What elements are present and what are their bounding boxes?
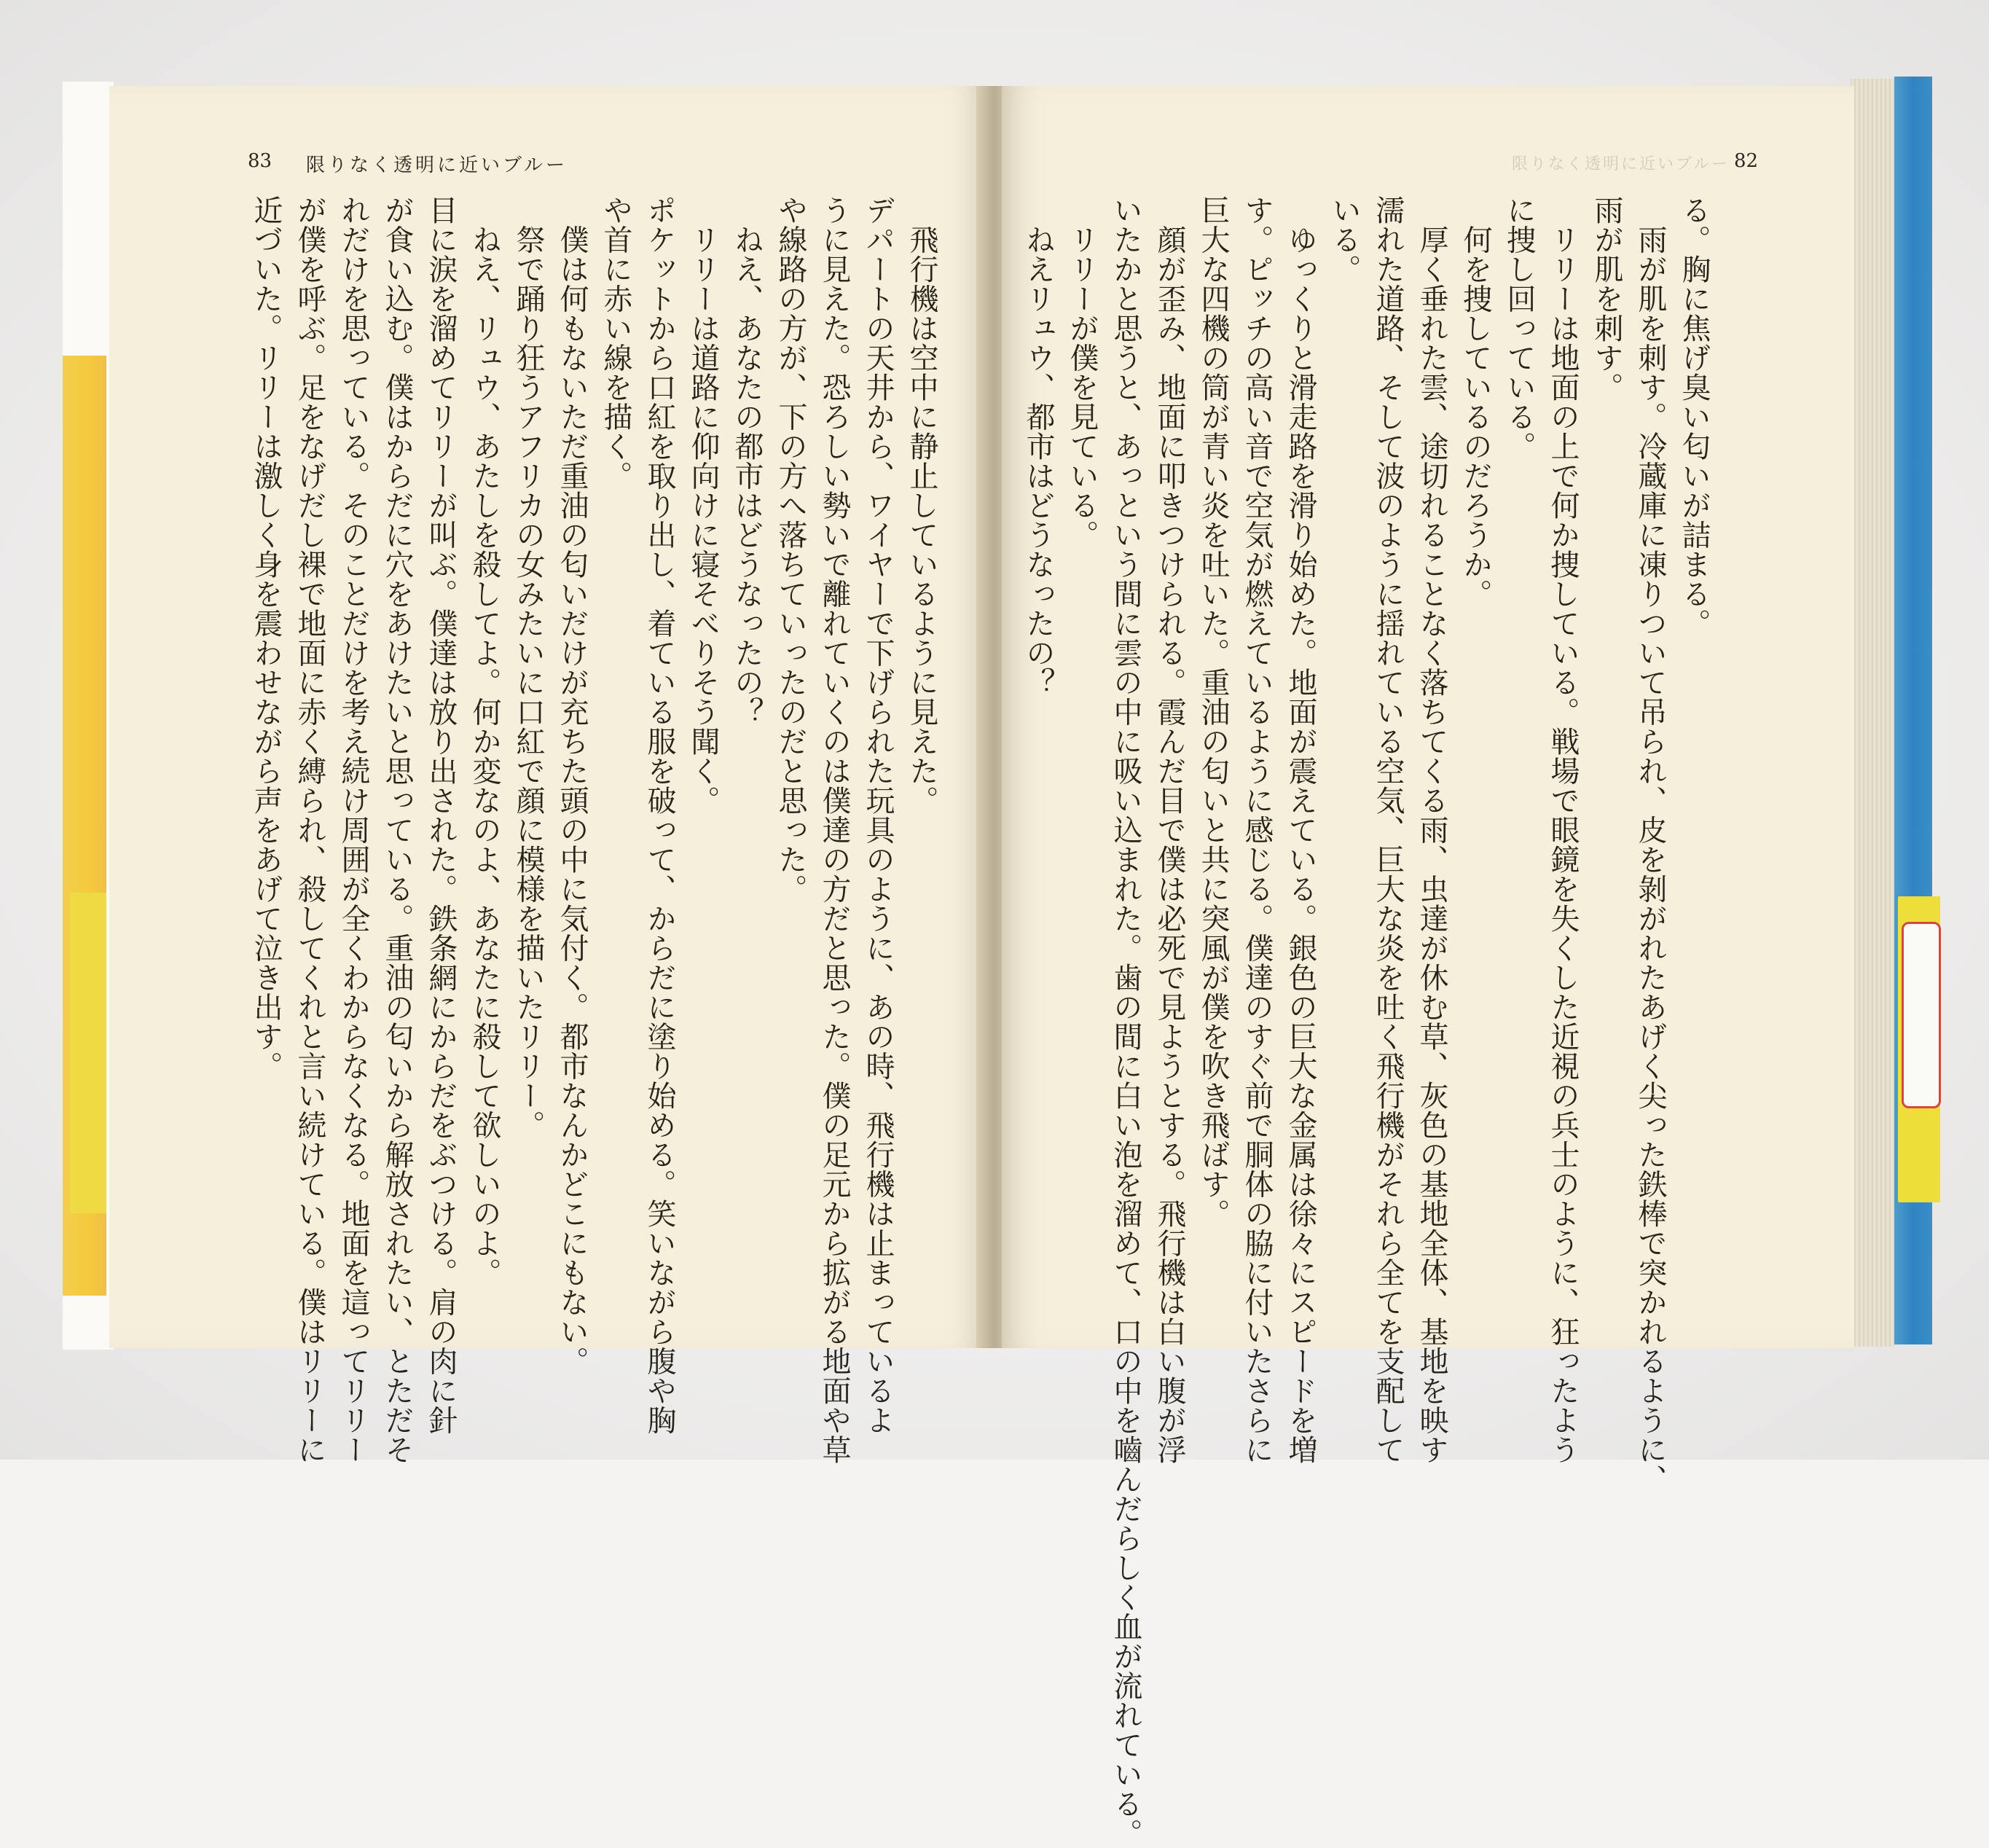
body-text [120, 195, 944, 1465]
text-column: す。ピッチの高い音で空気が燃えているように感じる。僕達のすぐ前で胴体の脇に付いたさらに [1240, 195, 1274, 1465]
text-column: れだけを思っている。そのことだけを考え続け周囲が全くわからなくなる。地面を這ってリリー [337, 195, 370, 1465]
page-83 [109, 86, 987, 1465]
text-column: 雨が肌を刺す。 [1590, 195, 1623, 402]
text-column: リリーは地面の上で何か捜している。戦場で眼鏡を失くした近視の兵士のように、狂ったよう [1546, 224, 1580, 1465]
text-column: リリーは道路に仰向けに寝そべりそう聞く。 [686, 224, 720, 815]
text-column: ねえ、あなたの都市はどうなったの？ [730, 224, 764, 727]
book-obi-band-left [70, 893, 106, 1213]
text-column: デパートの天井から、ワイヤーで下げられた玩具のように、あの時、飛行機は止まっているよ [861, 195, 895, 1435]
text-column: 雨が肌を刺す。冷蔵庫に凍りついて吊られ、皮を剝がれたあげく尖った鉄棒で突かれるように、 [1633, 224, 1667, 1494]
text-column: が僕を呼ぶ。足をなげだし裸で地面に赤く縛られ、殺してくれと言い続けている。僕はリリーに [293, 195, 326, 1465]
text-column: が食い込む。僕はからだに穴をあけたいと思っている。重油の匂いから解放されたい、とただそ [380, 195, 414, 1465]
text-column: 近づいた。リリーは激しく身を震わせながら声をあげて泣き出す。 [249, 195, 283, 1081]
text-column: ゆっくりと滑走路を滑り始めた。地面が震えている。銀色の巨大な金属は徐々にスピードを増 [1284, 224, 1317, 1465]
text-column: ねえリュウ、都市はどうなったの？ [1021, 224, 1055, 697]
text-column: うに見えた。恐ろしい勢いで離れていくのは僕達の方だと思った。僕の足元から拡がる地面や草 [817, 195, 851, 1465]
text-column: ねえ、リュウ、あたしを殺してよ。何か変なのよ、あなたに殺して欲しいのよ。 [468, 224, 501, 1288]
text-column: 祭で踊り狂うアフリカの女みたいに口紅で顔に模様を描いたリリー。 [511, 224, 545, 1140]
text-column: に捜し回っている。 [1502, 195, 1536, 461]
text-column: 目に涙を溜めてリリーが叫ぶ。僕達は放り出された。鉄条網にからだをぶつける。肩の肉に針 [424, 195, 458, 1435]
page-stack-edge [1851, 79, 1894, 1347]
text-column: る。胸に焦げ臭い匂いが詰まる。 [1677, 195, 1711, 638]
page-number: 82 [1734, 150, 1759, 172]
page-number: 83 [248, 150, 272, 172]
text-column: 飛行機は空中に静止しているように見えた。 [905, 224, 938, 815]
text-column: 僕は何もないただ重油の匂いだけが充ちた頭の中に気付く。都市なんかどこにもない。 [555, 224, 589, 1376]
obi-label-box [1902, 922, 1941, 1108]
text-column: や首に赤い線を描く。 [599, 195, 632, 490]
text-column: いる。 [1327, 195, 1361, 284]
bleed-through-running-head: 限りなく透明に近いブルー [1512, 155, 1730, 173]
text-column: いたかと思うと、あっという間に雲の中に吸い込まれた。歯の間に白い泡を溜めて、口の中を嚙んだらしく血が流れている。 [1109, 195, 1142, 1848]
page-82 [1002, 86, 1854, 1848]
text-column: 何を捜しているのだろうか。 [1459, 224, 1492, 608]
text-column: 厚く垂れた雲、途切れることなく落ちてくる雨、虫達が休む草、灰色の基地全体、基地を映す [1415, 224, 1448, 1465]
text-column: や線路の方が、下の方へ落ちていったのだと思った。 [774, 195, 807, 904]
body-text [1021, 195, 1716, 1848]
text-column: 巨大な四機の筒が青い炎を吐いた。重油の匂いと共に突風が僕を吹き飛ばす。 [1196, 195, 1230, 1229]
running-head: 限りなく透明に近いブルー [306, 154, 568, 176]
text-column: ポケットから口紅を取り出し、着ている服を破って、からだに塗り始める。笑いながら腹や胸 [643, 195, 676, 1435]
text-column: 顔が歪み、地面に叩きつけられる。霞んだ目で僕は必死で見ようとする。飛行機は白い腹が浮 [1153, 224, 1186, 1465]
text-column: 濡れた道路、そして波のように揺れている空気、巨大な炎を吐く飛行機がそれら全てを支配して [1371, 195, 1405, 1465]
text-column: リリーが僕を見ている。 [1065, 224, 1099, 549]
